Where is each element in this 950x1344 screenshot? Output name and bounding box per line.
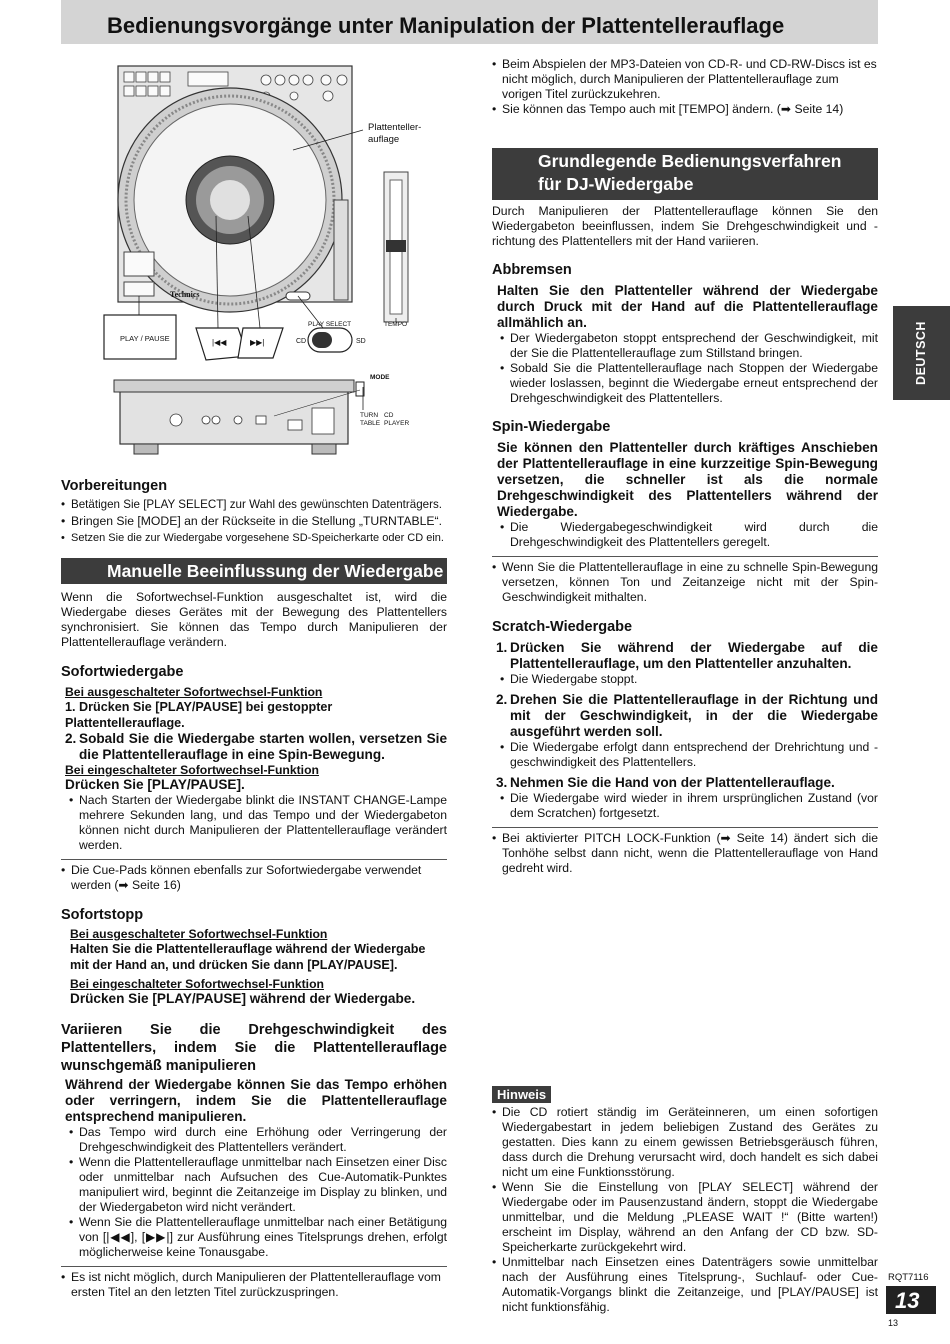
sofort-step1: 1. Drücken Sie [PLAY/PAUSE] bei gestoppter Plattentellerauflage.	[65, 700, 333, 730]
page-title-bar	[61, 0, 878, 44]
sofort-on-step: Drücken Sie [PLAY/PAUSE].	[65, 777, 245, 792]
top-note: • Beim Abspielen der MP3-Dateien von CD-R- und CD-RW-Discs ist es nicht möglich, durch Manipulieren der Plattentellerauflage zum vorigen Titel zurückzukehren.	[492, 57, 878, 102]
spin-heading: Spin-Wiedergabe	[492, 419, 611, 435]
stopp-heading: Sofortstopp	[61, 907, 144, 923]
stopp-off-label: Bei ausgeschalteter Sofortwechsel-Funktion	[70, 927, 328, 941]
turntable-illustration	[98, 60, 418, 460]
model-number: RQT7116	[888, 1272, 929, 1283]
step-number: 1.	[496, 640, 508, 655]
play-select-label: PLAY SELECT	[308, 321, 352, 328]
sofort-off-label: Bei ausgeschalteter Sofortwechsel-Funktion	[65, 685, 323, 699]
language-tab	[893, 306, 950, 400]
spin-item: • Die Wiedergabegeschwindigkeit wird durch die Drehgeschwindigkeit des Plattentellers geregelt.	[500, 520, 878, 550]
page-number-small: 13	[888, 1318, 899, 1328]
tempo-label: TEMPO	[384, 321, 408, 328]
hinweis-item: • Die CD rotiert ständig im Geräteinneren, um einen sofortigen Wiedergabestart in jedem beliebigen Zustand des Gerätes zu gestatten. Dies kann zu einem gewissen Betriebsgeräusch führen, dass durch die Drehung verursacht wird, doch handelt es sich dabei nicht um eine Funktionsstörung.	[492, 1105, 878, 1180]
sd-label: SD	[356, 338, 366, 345]
scratch-heading: Scratch-Wiedergabe	[492, 619, 633, 635]
prep-item: • Betätigen Sie [PLAY SELECT] zur Wahl des gewünschten Datenträgers.	[61, 497, 447, 512]
hinweis-item: • Wenn Sie die Einstellung von [PLAY SELECT] während der Wiedergabe oder im Pausenzustand ändern, stoppt die Wiedergabe unmittelbar, und die Meldung „PLEASE WAIT !“ (Bitte warten!) erscheint im Display, während an den Anfang der CD bzw. SD-Speicherkarte zurückgekehrt wird.	[492, 1180, 878, 1255]
vary-heading: Variieren Sie die Drehgeschwindigkeit des Plattentellers, indem Sie die Plattentellerauflage wunschgemäß manipulieren	[61, 1022, 447, 1074]
play-pause-label: PLAY / PAUSE	[120, 334, 170, 343]
prep-heading: Vorbereitungen	[61, 478, 168, 494]
vary-item: • Wenn Sie die Plattentellerauflage unmittelbar nach einer Betätigung von [|◀◀], [▶▶|] zur Ausführung eines Titelsprungs drehen, erfolgt möglicherweise keine Tonausgabe.	[69, 1215, 447, 1260]
spin-note: • Wenn Sie die Plattentellerauflage in eine zu schnelle Spin-Bewegung versetzen, können Ton und Zeitanzeige nicht mit der Spin-Geschwindigkeit mithalten.	[492, 560, 878, 605]
divider	[492, 556, 878, 557]
manual-intro: Wenn die Sofortwechsel-Funktion ausgeschaltet ist, wird die Wiedergabe dieses Gerätes mit der Bewegung des Plattentellers synchronisiert. Sie können das Tempo durch Manipulieren der Plattentellerauflage verändern.	[61, 590, 447, 649]
cd-player-label: CD PLAYER	[384, 412, 410, 427]
scratch-step-note: • Die Wiedergabe erfolgt dann entsprechend der Drehrichtung und -geschwindigkeit des Plattentellers.	[500, 740, 878, 770]
stopp-off-step: Halten Sie die Plattentellerauflage während der Wiedergabe mit der Hand an, und drücken Sie dann [PLAY/PAUSE].	[70, 942, 426, 972]
manual-heading-bar	[61, 558, 447, 584]
brake-step: Halten Sie den Plattenteller während der Wiedergabe durch Druck mit der Hand auf die Plattentellerauflage allmählich an.	[497, 283, 878, 330]
brake-item: • Sobald Sie die Plattentellerauflage nach Stoppen der Wiedergabe wieder loslassen, beginnt die Wiedergabe erneut entsprechend der Drehgeschwindigkeit des Plattentellers.	[500, 361, 878, 406]
scratch-note: • Bei aktivierter PITCH LOCK-Funktion (➡ Seite 14) ändert sich die Tonhöhe selbst dann nicht, wenn die Plattentellerauflage von Hand gedreht wird.	[492, 831, 878, 876]
cd-label: CD	[296, 338, 307, 345]
sofort-on-label: Bei eingeschalteter Sofortwechsel-Funktion	[65, 763, 319, 777]
step-number: 2.	[65, 731, 77, 746]
dj-heading-bar	[492, 148, 878, 200]
brake-item: • Der Wiedergabeton stoppt entsprechend der Geschwindigkeit, mit der Sie die Plattentellerauflage zum Stillstand bringen.	[500, 331, 878, 361]
step-text: Drücken Sie während der Wiedergabe auf die Plattentellerauflage, um den Plattenteller anzuhalten.	[510, 640, 878, 671]
stopp-on-label: Bei eingeschalteter Sofortwechsel-Funktion	[70, 977, 324, 991]
step-text: Nehmen Sie die Hand von der Plattentellerauflage.	[510, 775, 835, 790]
right-column	[492, 57, 878, 876]
vary-note: • Es ist nicht möglich, durch Manipulieren der Plattentellerauflage vom ersten Titel an den letzten Titel zurückzuspringen.	[61, 1270, 447, 1300]
scratch-step	[496, 775, 878, 791]
vary-item: • Wenn die Plattentellerauflage unmittelbar nach Einsetzen einer Disc oder unmittelbar nach Aufsuchen des Cue-Automatik-Punktes manipuliert wird, beginnt die Zeitanzeige im Display zu blinken, und der Wiedergabeton wird nicht verändert.	[69, 1155, 447, 1215]
mode-label: MODE	[370, 374, 390, 381]
spin-step: Sie können den Plattenteller durch kräftiges Anschieben der Plattentellerauflage in eine kurzzeitige Spin-Bewegung versetzen, die schneller ist als die normale Drehgeschwindigkeit des Plattentellers während der Wiedergabe.	[497, 440, 878, 519]
hinweis-block	[492, 1086, 878, 1315]
sofort-heading: Sofortwiedergabe	[61, 664, 184, 680]
page-number: 13	[895, 1288, 920, 1313]
sofort-step2	[65, 731, 447, 763]
hinweis-label: Hinweis	[492, 1086, 551, 1103]
platter-label: Plattenteller- auflage	[368, 122, 422, 145]
vary-item: • Das Tempo wird durch eine Erhöhung oder Verringerung der Drehgeschwindigkeit des Plattentellers verändert.	[69, 1125, 447, 1155]
turntable-label: TURN TABLE	[360, 412, 381, 427]
left-column	[61, 478, 447, 1300]
prev-pad-label: |◀◀	[212, 338, 227, 347]
dj-heading-line1: Grundlegende Bedienungsverfahren	[538, 151, 842, 171]
divider	[61, 859, 447, 860]
brake-heading: Abbremsen	[492, 262, 572, 278]
prep-item: • Setzen Sie die zur Wiedergabe vorgesehene SD-Speicherkarte oder CD ein.	[61, 531, 447, 546]
divider	[61, 1266, 447, 1267]
hinweis-item: • Unmittelbar nach Einsetzen eines Datenträgers sowie unmittelbar nach der Ausführung eines Titelsprung-, Suchlauf- oder Cue-Automatik-Vorgangs blinkt die Zeitanzeige, und [PLAY/PAUSE] ist nicht funktionsfähig.	[492, 1255, 878, 1315]
manual-heading: Manuelle Beeinflussung der Wiedergabe	[107, 561, 444, 581]
sofort-note: • Die Cue-Pads können ebenfalls zur Sofortwiedergabe verwendet werden (➡ Seite 16)	[61, 863, 447, 893]
scratch-step-note: • Die Wiedergabe wird wieder in ihrem ursprünglichen Zustand (vor dem Scratchen) fortgesetzt.	[500, 791, 878, 821]
vary-step: Während der Wiedergabe können Sie das Tempo erhöhen oder verringern, indem Sie die Plattentellerauflage entsprechend manipulieren.	[65, 1077, 447, 1124]
page-title: Bedienungsvorgänge unter Manipulation der Plattentellerauflage	[107, 13, 785, 38]
dj-intro: Durch Manipulieren der Plattentellerauflage können Sie den Wiedergabeton beeinflussen, indem Sie Drehgeschwindigkeit und -richtung des Plattentellers mit der Hand variieren.	[492, 204, 878, 248]
step-number: 3.	[496, 775, 508, 790]
scratch-step	[496, 692, 878, 740]
divider	[492, 827, 878, 828]
turntable-figure	[98, 60, 422, 460]
brand-logo: Technics	[170, 290, 200, 299]
scratch-step-note: • Die Wiedergabe stoppt.	[500, 672, 878, 687]
prep-item: • Bringen Sie [MODE] an der Rückseite in die Stellung „TURNTABLE“.	[61, 514, 447, 529]
stopp-on-step: Drücken Sie [PLAY/PAUSE] während der Wiedergabe.	[70, 991, 416, 1006]
step-text: Drehen Sie die Plattentellerauflage in der Richtung und mit der Geschwindigkeit, in der die Wiedergabe ausgeführt werden soll.	[510, 692, 878, 739]
language-tab-label: DEUTSCH	[914, 321, 928, 385]
step-text: Sobald Sie die Wiedergabe starten wollen, versetzen Sie die Plattentellerauflage in eine Spin-Bewegung.	[79, 731, 447, 762]
top-note: • Sie können das Tempo auch mit [TEMPO] ändern. (➡ Seite 14)	[492, 102, 878, 117]
sofort-on-note: • Nach Starten der Wiedergabe blinkt die INSTANT CHANGE-Lampe mehrere Sekunden lang, und das Tempo und der Wiedergabeton können nicht durch Manipulieren der Plattentellerauflage verändert werden.	[69, 793, 447, 853]
scratch-step	[496, 640, 878, 672]
dj-heading-line2: für DJ-Wiedergabe	[538, 174, 694, 194]
next-pad-label: ▶▶|	[250, 338, 265, 347]
page-number-box	[886, 1286, 936, 1314]
step-number: 2.	[496, 692, 508, 707]
